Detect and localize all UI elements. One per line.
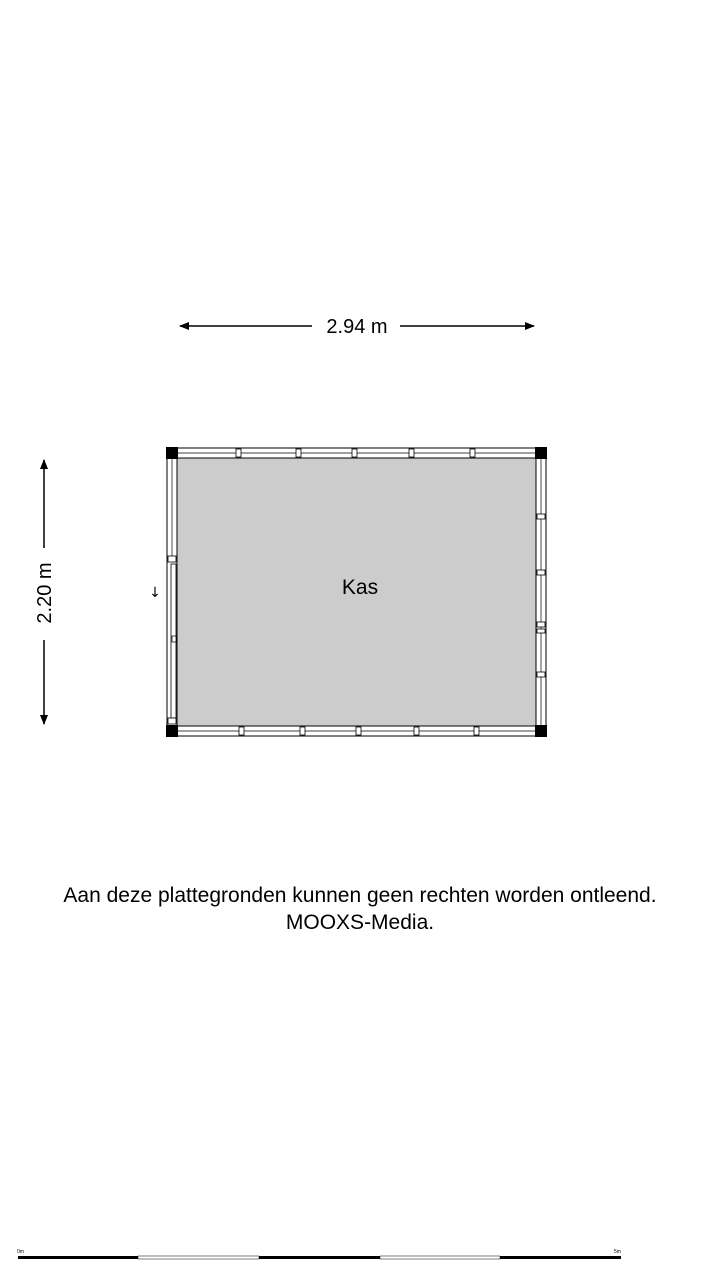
corner-post (166, 725, 178, 737)
wall-bottom-post (414, 727, 419, 735)
wall-top-post (352, 449, 357, 457)
wall-top-post (470, 449, 475, 457)
wall-right-post (537, 622, 545, 627)
wall-bottom-post (356, 727, 361, 735)
wall-left-post (168, 718, 176, 724)
scale-bar-segment-black (259, 1256, 380, 1259)
wall-bottom-post (300, 727, 305, 735)
wall-bottom-post (239, 727, 244, 735)
wall-right-post (537, 629, 545, 633)
wall-right-post (537, 672, 545, 677)
wall-top-post (236, 449, 241, 457)
corner-post (535, 447, 547, 459)
door-direction-arrow-icon: ↓ (149, 585, 161, 601)
corner-post (166, 447, 178, 459)
width-dimension (180, 316, 534, 338)
scale-bar (17, 1249, 621, 1259)
corner-post (535, 725, 547, 737)
scale-bar-segment-white (380, 1256, 500, 1259)
height-dimension-label: 2.20 m (34, 562, 56, 624)
width-dimension-label: 2.94 m (326, 316, 388, 338)
wall-top-post (296, 449, 301, 457)
wall-left-post (168, 556, 176, 562)
scale-bar-start-label: 0m (17, 1249, 24, 1255)
wall-right-post (537, 570, 545, 575)
sliding-door-handle (172, 636, 176, 642)
wall-bottom-post (474, 727, 479, 735)
disclaimer (0, 882, 720, 936)
scale-bar-segment-black (500, 1256, 621, 1259)
scale-bar-end-label: 5m (614, 1249, 621, 1255)
greenhouse-room (149, 447, 547, 737)
height-dimension (34, 460, 56, 724)
room-label: Kas (341, 576, 379, 599)
wall-top-post (409, 449, 414, 457)
scale-bar-segment-white (138, 1256, 259, 1259)
company-name: MOOXS-Media. (285, 911, 435, 934)
scale-bar-segment-black (18, 1256, 138, 1259)
disclaimer-line: Aan deze plattegronden kunnen geen rechten worden ontleend. (63, 884, 657, 907)
wall-right-post (537, 514, 545, 519)
